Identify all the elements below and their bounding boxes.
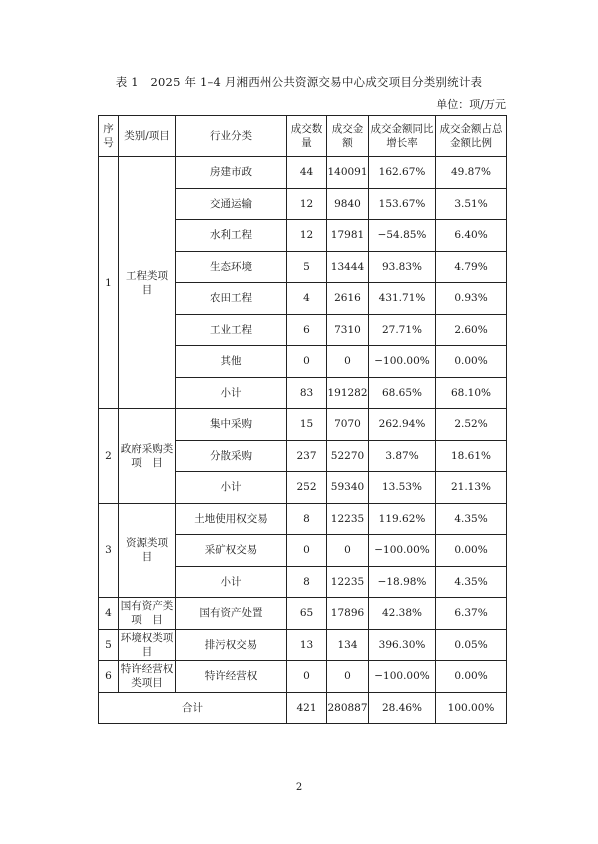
share-cell: 49.87%: [436, 157, 507, 189]
category-cell: 资源类项 目: [119, 503, 176, 598]
industry-cell: 采矿权交易: [176, 535, 287, 567]
amount-cell: 7310: [327, 314, 369, 346]
header-count: 成交数量: [287, 116, 327, 157]
amount-cell: 59340: [327, 472, 369, 504]
share-cell: 18.61%: [436, 440, 507, 472]
industry-cell: 农田工程: [176, 283, 287, 315]
industry-cell: 小计: [176, 377, 287, 409]
amount-cell: 7070: [327, 409, 369, 441]
amount-cell: 0: [327, 661, 369, 693]
growth-cell: 27.71%: [369, 314, 436, 346]
growth-cell: 93.83%: [369, 251, 436, 283]
share-cell: 4.35%: [436, 566, 507, 598]
count-cell: 6: [287, 314, 327, 346]
total-row: [99, 692, 507, 724]
count-cell: 12: [287, 220, 327, 252]
table-row: [99, 598, 507, 630]
count-cell: 0: [287, 346, 327, 378]
row-number: 3: [99, 503, 119, 598]
growth-cell: 396.30%: [369, 629, 436, 661]
total-share: 100.00%: [436, 692, 507, 724]
share-cell: 6.37%: [436, 598, 507, 630]
growth-cell: −100.00%: [369, 535, 436, 567]
share-cell: 4.79%: [436, 251, 507, 283]
total-growth: 28.46%: [369, 692, 436, 724]
industry-cell: 交通运输: [176, 188, 287, 220]
category-cell: 环境权类项 目: [119, 629, 176, 661]
share-cell: 21.13%: [436, 472, 507, 504]
table-row: [99, 661, 507, 693]
growth-cell: 431.71%: [369, 283, 436, 315]
row-number: 1: [99, 157, 119, 409]
category-cell: 特许经营权类项目: [119, 661, 176, 693]
growth-cell: 162.67%: [369, 157, 436, 189]
growth-cell: −100.00%: [369, 661, 436, 693]
header-amount: 成交金额: [327, 116, 369, 157]
count-cell: 0: [287, 535, 327, 567]
industry-cell: 小计: [176, 472, 287, 504]
table-row: [99, 629, 507, 661]
industry-cell: 工业工程: [176, 314, 287, 346]
table-row: [99, 503, 507, 535]
header-no: 序号: [99, 116, 119, 157]
header-share: 成交金额占总金额比例: [436, 116, 507, 157]
industry-cell: 生态环境: [176, 251, 287, 283]
row-number: 2: [99, 409, 119, 504]
header-row: [99, 116, 507, 157]
page-number: 2: [295, 782, 303, 793]
amount-cell: 0: [327, 535, 369, 567]
growth-cell: 68.65%: [369, 377, 436, 409]
share-cell: 0.00%: [436, 535, 507, 567]
unit-label: 单位：项/万元: [436, 98, 506, 111]
amount-cell: 17981: [327, 220, 369, 252]
industry-cell: 水利工程: [176, 220, 287, 252]
industry-cell: 特许经营权: [176, 661, 287, 693]
growth-cell: 153.67%: [369, 188, 436, 220]
growth-cell: 13.53%: [369, 472, 436, 504]
count-cell: 237: [287, 440, 327, 472]
share-cell: 0.00%: [436, 661, 507, 693]
row-number: 6: [99, 661, 119, 693]
category-cell: 国有资产类项 目: [119, 598, 176, 630]
amount-cell: 191282: [327, 377, 369, 409]
category-cell: 工程类项 目: [119, 157, 176, 409]
header-industry: 行业分类: [176, 116, 287, 157]
row-number: 5: [99, 629, 119, 661]
share-cell: 6.40%: [436, 220, 507, 252]
share-cell: 0.93%: [436, 283, 507, 315]
growth-cell: 42.38%: [369, 598, 436, 630]
count-cell: 0: [287, 661, 327, 693]
amount-cell: 140091: [327, 157, 369, 189]
count-cell: 15: [287, 409, 327, 441]
industry-cell: 分散采购: [176, 440, 287, 472]
growth-cell: 262.94%: [369, 409, 436, 441]
table-body: [99, 157, 507, 724]
share-cell: 3.51%: [436, 188, 507, 220]
count-cell: 83: [287, 377, 327, 409]
share-cell: 2.60%: [436, 314, 507, 346]
share-cell: 68.10%: [436, 377, 507, 409]
table-row: [99, 409, 507, 441]
count-cell: 12: [287, 188, 327, 220]
growth-cell: 119.62%: [369, 503, 436, 535]
industry-cell: 土地使用权交易: [176, 503, 287, 535]
share-cell: 4.35%: [436, 503, 507, 535]
total-count: 421: [287, 692, 327, 724]
industry-cell: 房建市政: [176, 157, 287, 189]
amount-cell: 9840: [327, 188, 369, 220]
amount-cell: 17896: [327, 598, 369, 630]
amount-cell: 134: [327, 629, 369, 661]
statistics-table: [98, 115, 507, 724]
amount-cell: 0: [327, 346, 369, 378]
industry-cell: 国有资产处置: [176, 598, 287, 630]
amount-cell: 12235: [327, 566, 369, 598]
table-row: [99, 157, 507, 189]
header-category: 类别/项目: [119, 116, 176, 157]
share-cell: 0.05%: [436, 629, 507, 661]
count-cell: 44: [287, 157, 327, 189]
industry-cell: 排污权交易: [176, 629, 287, 661]
header-growth: 成交金额同比增长率: [369, 116, 436, 157]
table-title: 表 1 2025 年 1–4 月湘西州公共资源交易中心成交项目分类别统计表: [115, 75, 483, 89]
amount-cell: 13444: [327, 251, 369, 283]
industry-cell: 集中采购: [176, 409, 287, 441]
industry-cell: 其他: [176, 346, 287, 378]
amount-cell: 2616: [327, 283, 369, 315]
industry-cell: 小计: [176, 566, 287, 598]
total-label: 合计: [99, 692, 287, 724]
count-cell: 252: [287, 472, 327, 504]
count-cell: 5: [287, 251, 327, 283]
growth-cell: 3.87%: [369, 440, 436, 472]
count-cell: 13: [287, 629, 327, 661]
count-cell: 4: [287, 283, 327, 315]
amount-cell: 52270: [327, 440, 369, 472]
category-cell: 政府采购类项 目: [119, 409, 176, 504]
growth-cell: −18.98%: [369, 566, 436, 598]
count-cell: 65: [287, 598, 327, 630]
count-cell: 8: [287, 503, 327, 535]
growth-cell: −54.85%: [369, 220, 436, 252]
row-number: 4: [99, 598, 119, 630]
count-cell: 8: [287, 566, 327, 598]
amount-cell: 12235: [327, 503, 369, 535]
total-amount: 280887: [327, 692, 369, 724]
growth-cell: −100.00%: [369, 346, 436, 378]
share-cell: 0.00%: [436, 346, 507, 378]
share-cell: 2.52%: [436, 409, 507, 441]
